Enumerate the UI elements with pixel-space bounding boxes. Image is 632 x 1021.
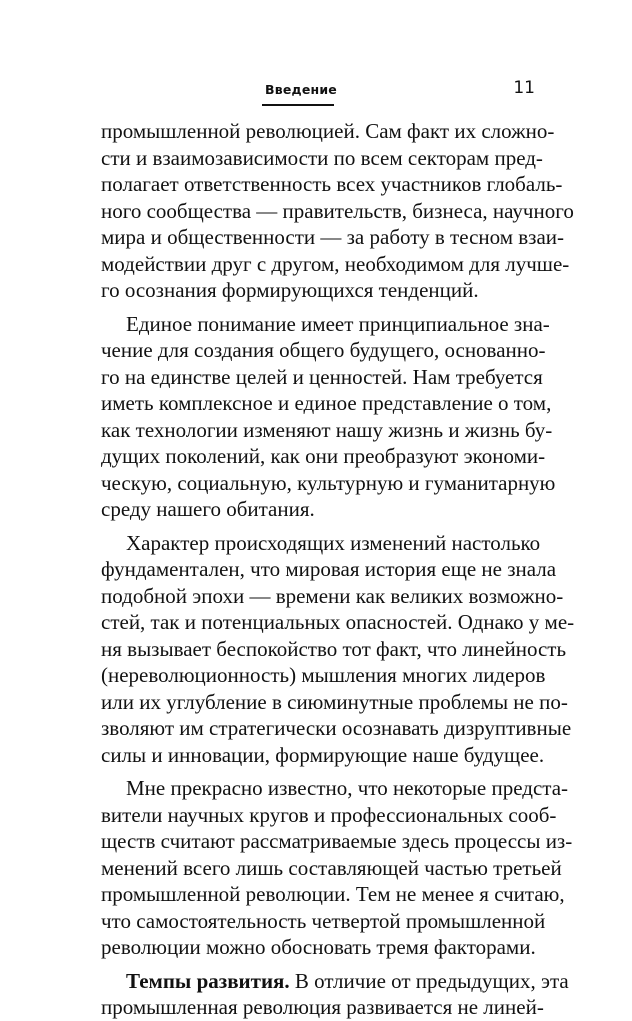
text-line: или их углубление в сиюминутные проблемы не по- xyxy=(101,689,568,714)
text-line: ня вызывает беспокойство тот факт, что линейность xyxy=(101,636,567,661)
paragraph xyxy=(101,311,556,523)
running-head xyxy=(0,78,632,108)
paragraph xyxy=(101,530,575,769)
text-line: (нереволюционность) мышления многих лидеров xyxy=(101,663,546,687)
text-line: как технологии изменяют нашу жизнь и жизнь бу- xyxy=(101,417,553,442)
text-line xyxy=(101,968,569,995)
text-line: подобной эпохи — времени как великих возможно- xyxy=(101,583,564,608)
text-line: сти и взаимозависимости по всем секторам пред- xyxy=(101,145,543,170)
text-line: ческую, социальную, культурную и гуманитарную xyxy=(101,470,556,495)
text-line: го осознания формирующихся тенденций. xyxy=(101,278,479,302)
text-line: мира и общественности — за работу в тесном взаи- xyxy=(101,225,565,249)
text-line: промышленной революции. Тем не менее я считаю, xyxy=(101,882,565,906)
run-in-text: В отличие от предыдущих, эта xyxy=(289,968,569,993)
paragraph xyxy=(101,775,573,961)
paragraph-gap xyxy=(101,768,529,775)
text-line: фундаментален, что мировая история еще не знала xyxy=(101,557,557,581)
text-line: Единое понимание имеет принципиальное зна- xyxy=(126,311,550,336)
section-title: Введение xyxy=(265,82,337,97)
text-line: чение для создания общего будущего, основанно- xyxy=(101,338,546,362)
text-line: полагает ответственность всех участников глобаль- xyxy=(101,172,563,196)
text-line: зволяют им стратегически осознавать дизруптивные xyxy=(101,716,572,740)
text-line: го на единстве целей и ценностей. Нам требуется xyxy=(101,364,543,389)
text-line: что самостоятельность четвертой промышленной xyxy=(101,908,546,933)
text-line: силы и инновации, формирующие наше будущее. xyxy=(101,742,545,767)
header-rule xyxy=(262,104,334,106)
text-line: стей, так и потенциальных опасностей. Однако у ме- xyxy=(101,610,575,634)
text-line: вители научных кругов и профессиональных сооб- xyxy=(101,802,557,827)
text-line: ного сообщества — правительств, бизнеса, научного xyxy=(101,198,574,223)
paragraph-gap xyxy=(101,961,529,968)
paragraph xyxy=(101,118,574,304)
text-line: менений всего лишь составляющей частью третьей xyxy=(101,855,562,880)
text-line: среду нашего обитания. xyxy=(101,497,315,521)
text-line: иметь комплексное и единое представление о том, xyxy=(101,391,552,415)
text-line: Характер происходящих изменений настолько xyxy=(126,530,541,555)
run-in-heading: Темпы развития. xyxy=(126,968,290,993)
paragraph-gap xyxy=(101,523,529,530)
paragraph xyxy=(101,968,569,1021)
text-line: промышленная революция развивается не линей- xyxy=(101,995,544,1019)
text-line: революции можно обосновать тремя факторами. xyxy=(101,935,536,959)
text-line: Мне прекрасно известно, что некоторые предста- xyxy=(126,776,569,800)
paragraph-gap xyxy=(101,304,529,311)
text-line: модействии друг с другом, необходимом для лучше- xyxy=(101,251,570,276)
page-number: 11 xyxy=(513,78,535,98)
text-line: дущих поколений, как они преобразуют экономи- xyxy=(101,444,546,468)
text-line: ществ считают рассматриваемые здесь процессы из- xyxy=(101,829,573,853)
body-text xyxy=(101,118,575,1021)
text-line: промышленной революцией. Сам факт их сложно- xyxy=(101,119,555,143)
